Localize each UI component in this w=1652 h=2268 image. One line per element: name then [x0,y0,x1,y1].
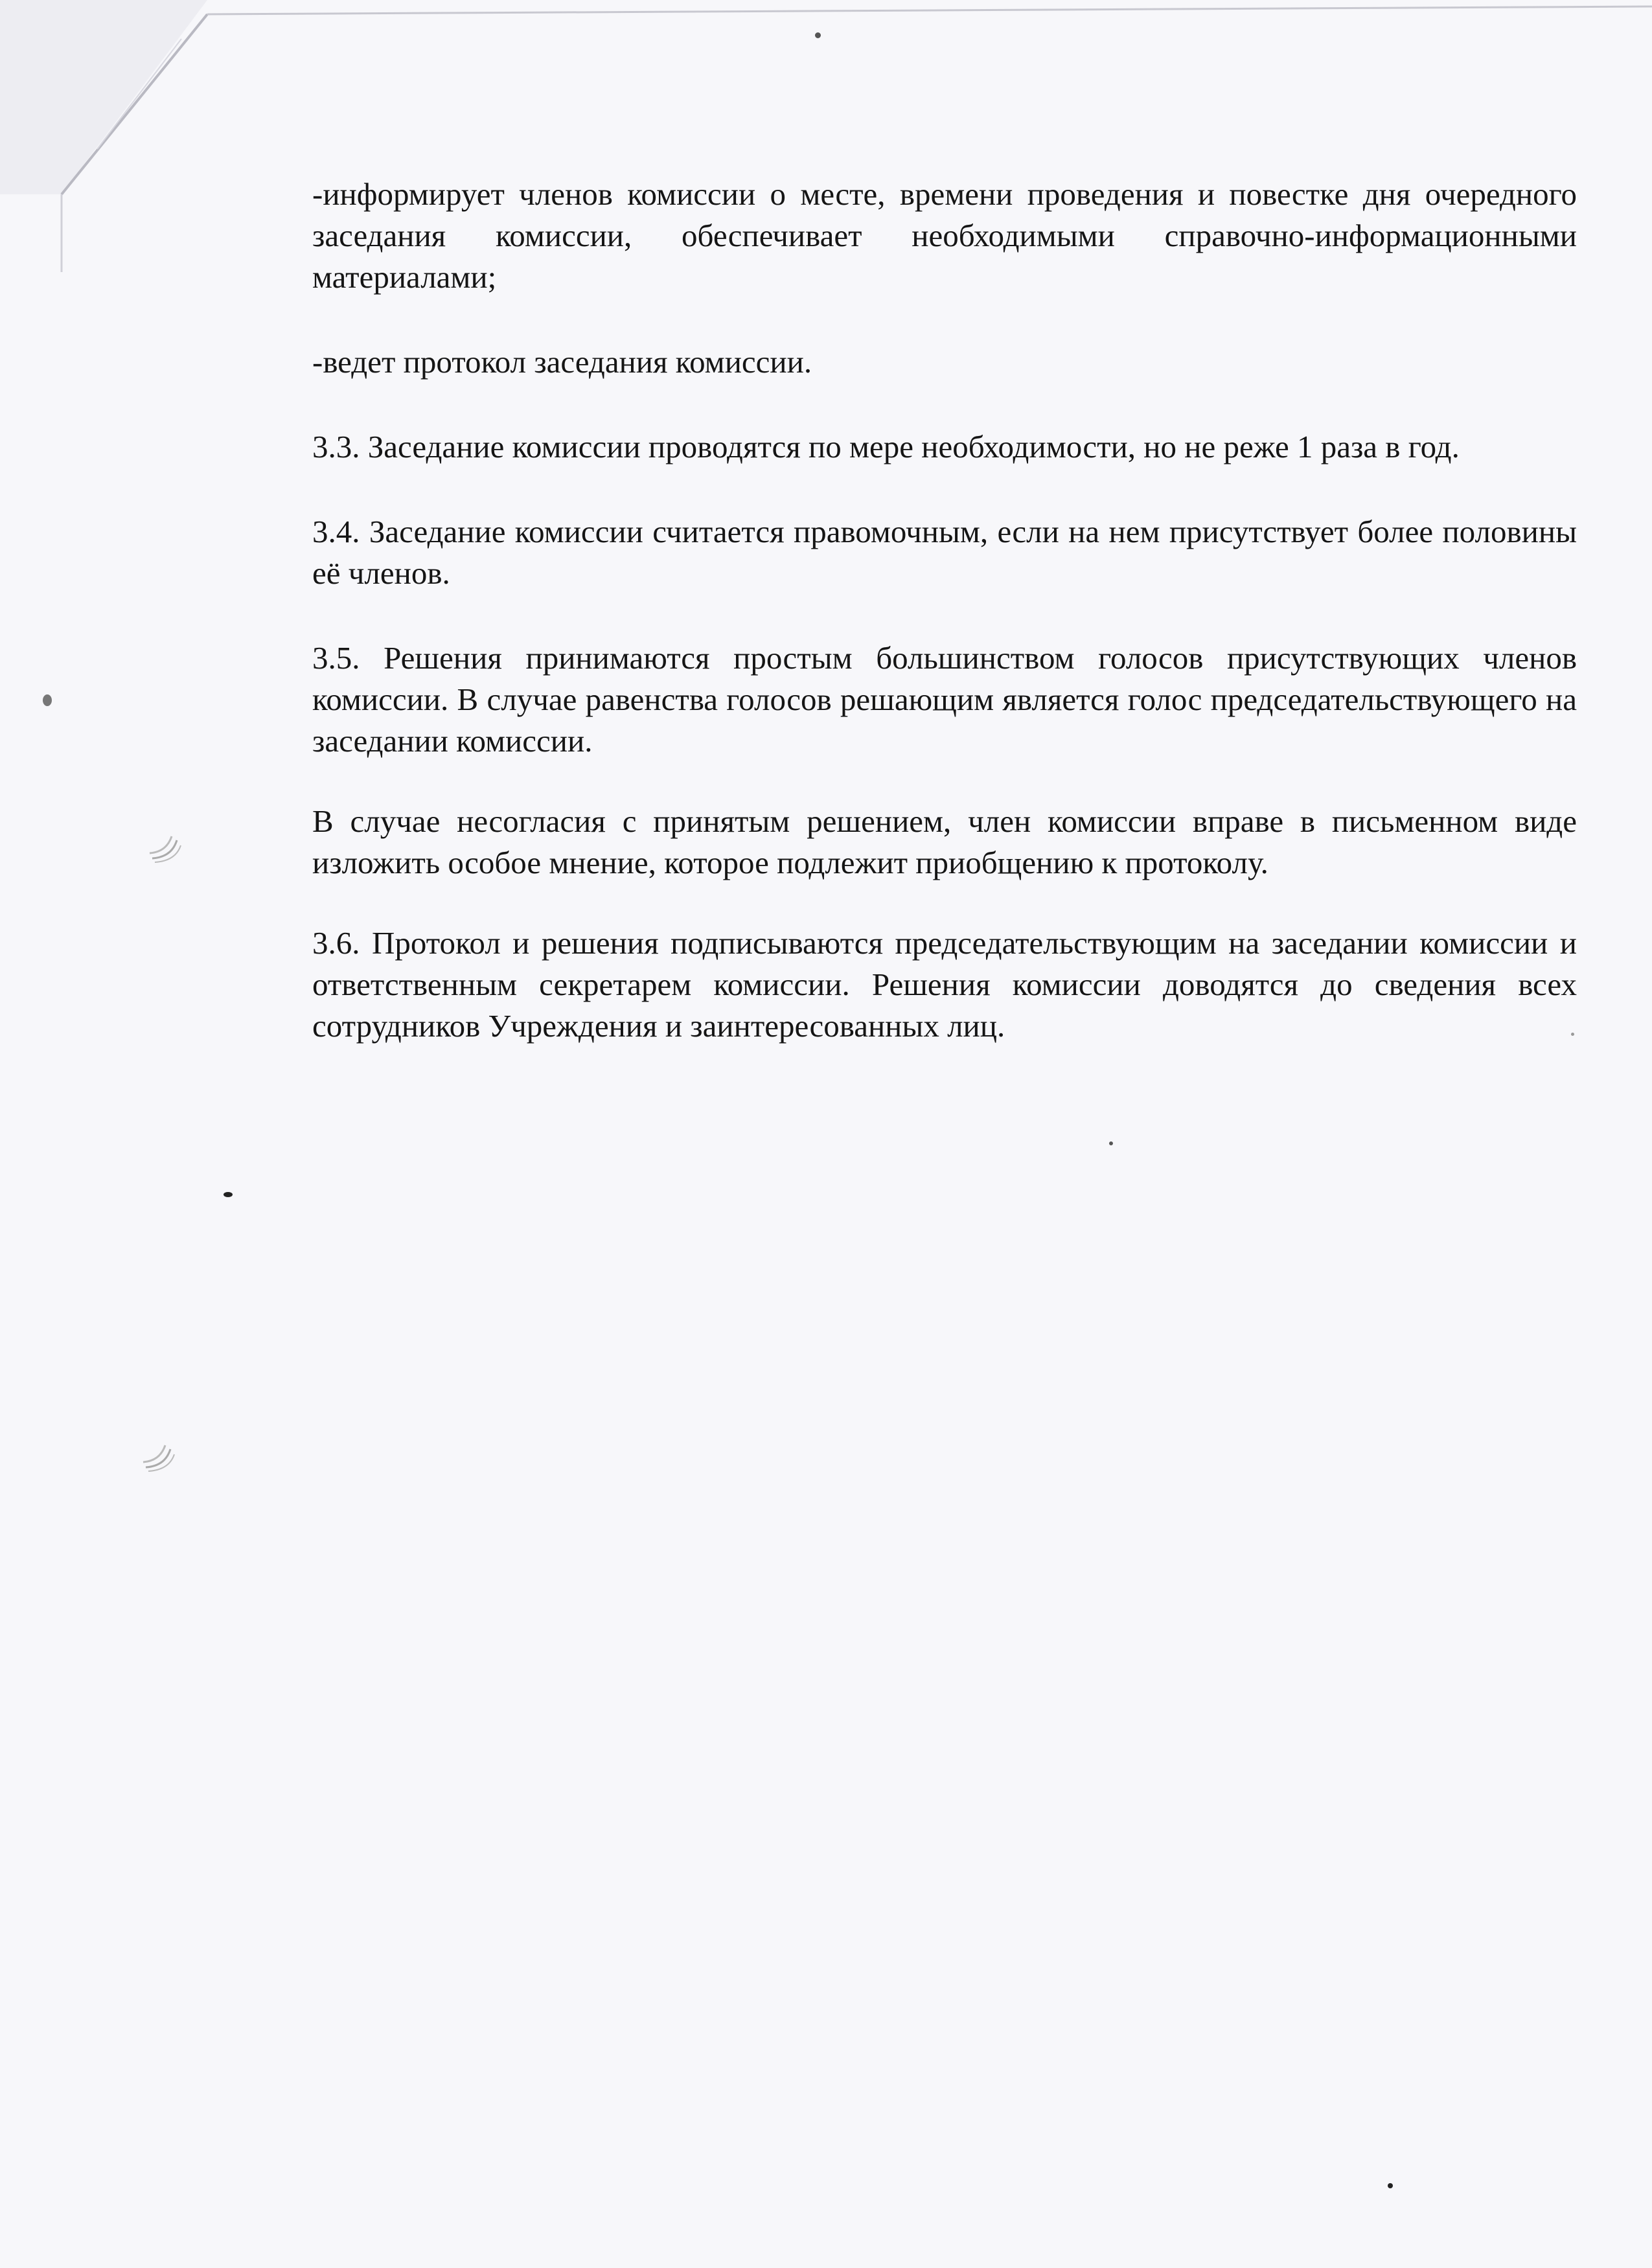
punch-hole-mark [139,1441,178,1474]
scan-speck [1388,2183,1393,2188]
paragraph-3-4-quorum: 3.4. Заседание комиссии считается правомочным, если на нем присутствует более половины её членов. [312,514,1577,591]
paragraph-3-5-decisions: 3.5. Решения принимаются простым большинством голосов присутствующих членов комиссии. В случае равенства голосов решающим является голос председательствующего на заседании комиссии. [312,640,1577,759]
punch-hole-mark [146,832,185,865]
paragraph-keeps-minutes: -ведет протокол заседания комиссии. [312,344,812,380]
scan-speck [43,694,52,706]
document-body [312,174,1577,1047]
paragraph-3-6-protocol-signing: 3.6. Протокол и решения подписываются председательствующим на заседании комиссии и ответственным секретарем комиссии. Решения комиссии доводятся до сведения всех сотрудников Учреждения и заинтересованных лиц. [312,925,1577,1044]
paragraph-secretary-informs: -информирует членов комиссии о месте, времени проведения и повестке дня очередного заседания комиссии, обеспечивает необходимыми справочно-информационными материалами; [312,176,1577,295]
scan-speck [224,1192,233,1197]
scan-speck [815,32,821,38]
paragraph-3-3-meeting-frequency: 3.3. Заседание комиссии проводятся по мере необходимости, но не реже 1 раза в год. [312,429,1460,464]
scan-speck [1109,1141,1113,1145]
scan-speck [1571,1033,1574,1036]
paragraph-dissenting-opinion: В случае несогласия с принятым решением, член комиссии вправе в письменном виде изложить особое мнение, которое подлежит приобщению к протоколу. [312,803,1577,880]
